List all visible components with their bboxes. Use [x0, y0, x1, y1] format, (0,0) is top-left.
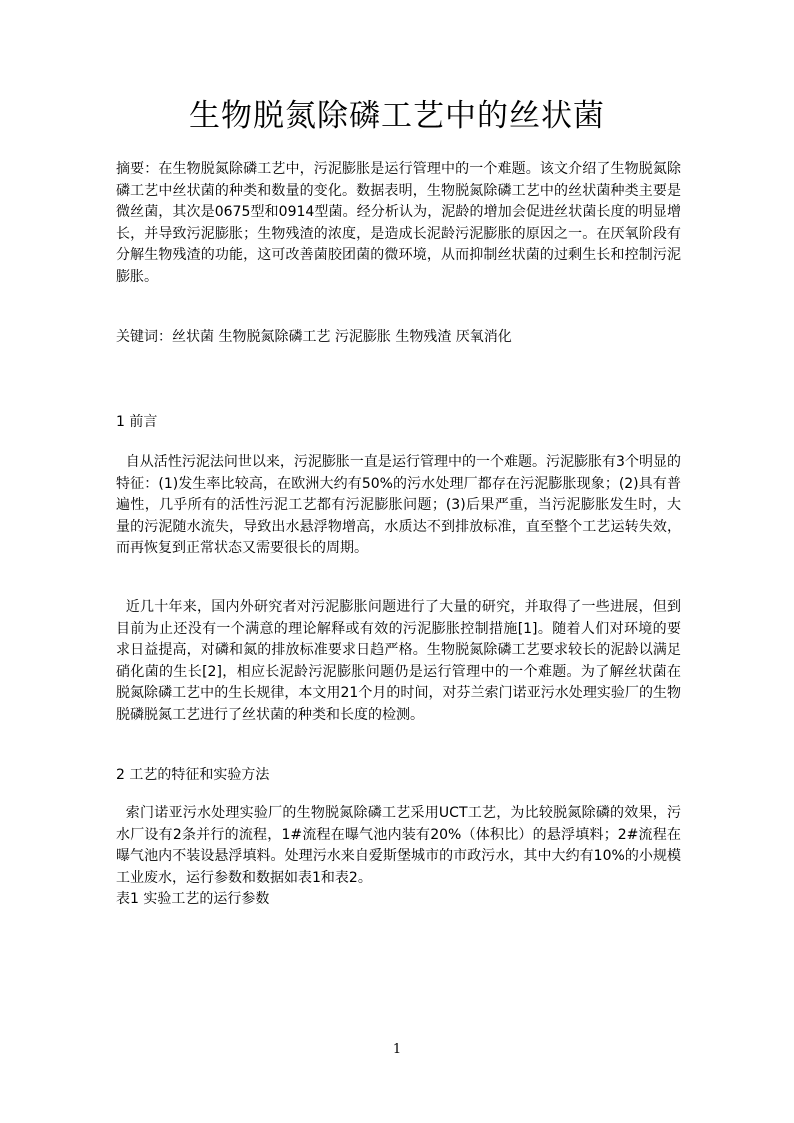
keywords-line: 关键词：丝状菌 生物脱氮除磷工艺 污泥膨胀 生物残渣 厌氧消化: [116, 329, 512, 345]
body-paragraph: 近几十年来，国内外研究者对污泥膨胀问题进行了大量的研究，并取得了一些进展，但到目前为止还没有一个满意的理论解释或有效的污泥膨胀控制措施[1]。随着人们对环境的要求日益提高，对磷和氮的排放标准要求日趋严格。生物脱氮除磷工艺要求较长的泥龄以满足硝化菌的生长[2]，相应长泥龄污泥膨胀问题仍是运行管理中的一个难题。为了解丝状菌在脱氮除磷工艺中的生长规律，本文用21个月的时间，对芬兰索门诺亚污水处理实验厂的生物脱磷脱氮工艺进行了丝状菌的种类和长度的检测。: [116, 599, 681, 723]
page-number: 1: [392, 1042, 402, 1057]
section-heading-introduction: 1 前言: [116, 414, 158, 430]
body-paragraph: 索门诺亚污水处理实验厂的生物脱氮除磷工艺采用UCT工艺，为比较脱氮除磷的效果，污水厂设有2条并行的流程，1#流程在曝气池内装有20%（体积比）的悬浮填料；2#流程在曝气池内不装设悬浮填料。处理污水来自爱斯堡城市的市政污水，其中大约有10%的小规模工业废水，运行参数和数据如表1和表2。: [116, 805, 681, 886]
body-paragraph: 自从活性污泥法问世以来，污泥膨胀一直是运行管理中的一个难题。污泥膨胀有3个明显的特征：(1)发生率比较高，在欧洲大约有50%的污水处理厂都存在污泥膨胀现象；(2)具有普遍性，几乎所有的活性污泥工艺都有污泥膨胀问题；(3)后果严重，当污泥膨胀发生时，大量的污泥随水流失，导致出水悬浮物增高，水质达不到排放标准，直至整个工艺运转失效，而再恢复到正常状态又需要很长的周期。: [116, 454, 681, 556]
page-title: 生物脱氮除磷工艺中的丝状菌: [189, 98, 605, 134]
abstract-paragraph: 摘要：在生物脱氮除磷工艺中，污泥膨胀是运行管理中的一个难题。该文介绍了生物脱氮除磷工艺中丝状菌的种类和数量的变化。数据表明，生物脱氮除磷工艺中的丝状菌种类主要是微丝菌，其次是0675型和0914型菌。经分析认为，泥龄的增加会促进丝状菌长度的明显增长，并导致污泥膨胀；生物残渣的浓度，是造成长泥龄污泥膨胀的原因之一。在厌氧阶段有分解生物残渣的功能，这可改善菌胶团菌的微环境，从而抑制丝状菌的过剩生长和控制污泥膨胀。: [116, 161, 681, 285]
section-heading-methods: 2 工艺的特征和实验方法: [116, 767, 270, 783]
table-caption: 表1 实验工艺的运行参数: [116, 891, 270, 907]
